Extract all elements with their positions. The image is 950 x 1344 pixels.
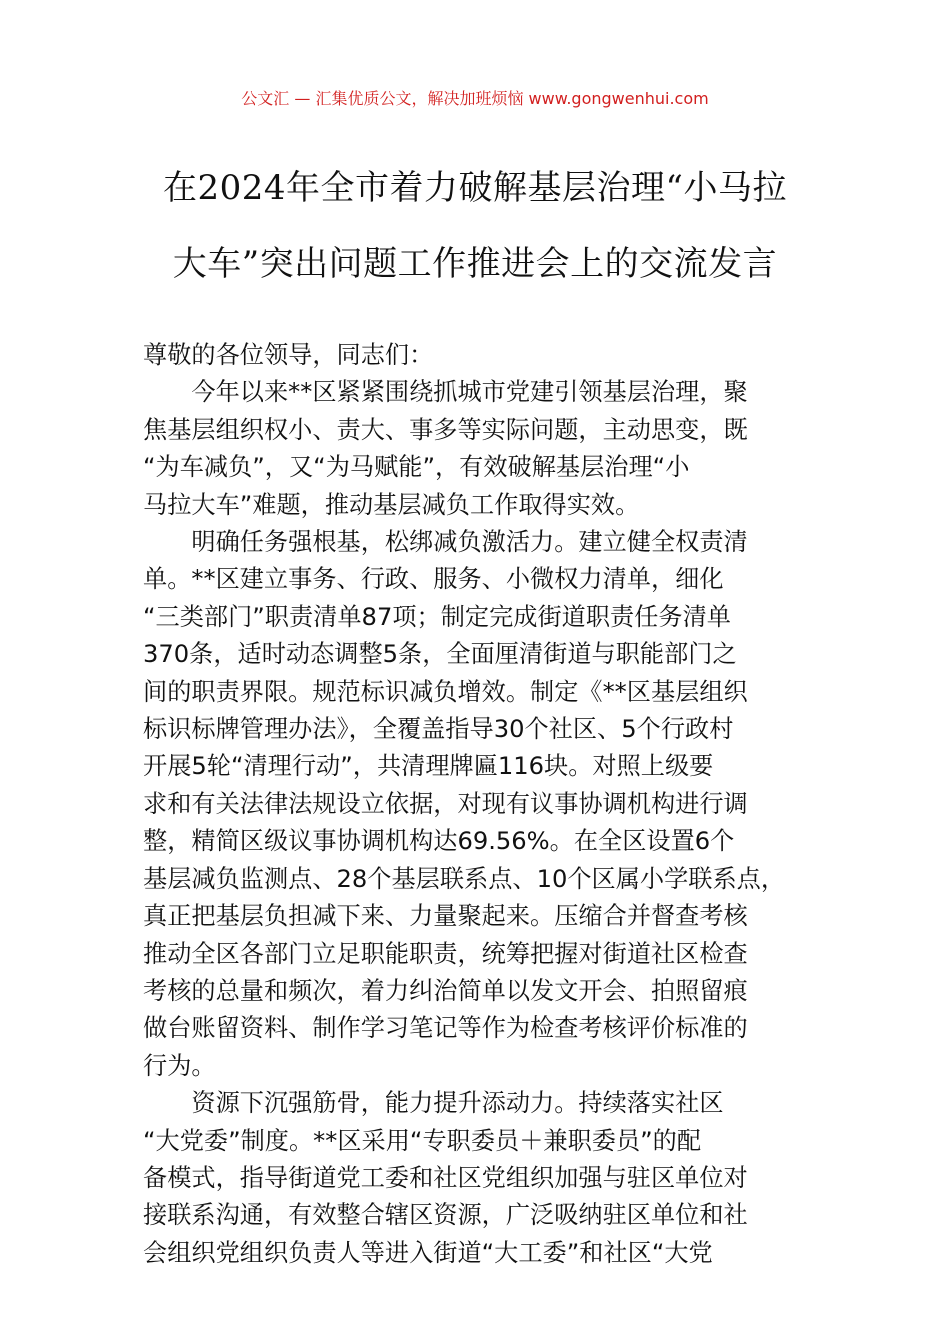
paragraph-line: 备模式，指导街道党工委和社区党组织加强与驻区单位对: [143, 1163, 748, 1192]
paragraph-line: 行为。: [143, 1051, 216, 1080]
paragraph-line: 推动全区各部门立足职能职责，统筹把握对街道社区检查: [143, 939, 748, 968]
paragraph-2: [143, 524, 833, 1085]
title-line-2: 大车”突出问题工作推进会上的交流发言: [172, 244, 778, 284]
salutation: [143, 337, 833, 374]
paragraph-line: 会组织党组织负责人等进入街道“大工委”和社区“大党: [143, 1238, 713, 1267]
paragraph-line: “三类部门”职责清单87项；制定完成街道职责任务清单: [143, 602, 731, 631]
paragraph-line: 资源下沉强筋骨，能力提升添动力。持续落实社区: [143, 1089, 724, 1118]
title-line-1: 在2024年全市着力破解基层治理“小马拉: [163, 168, 787, 208]
paragraph-line: 间的职责界限。规范标识减负增效。制定《**区基层组织: [143, 677, 748, 706]
paragraph-line: 马拉大车”难题，推动基层减负工作取得实效。: [143, 490, 640, 519]
site-header-banner: 公文汇 — 汇集优质公文，解决加班烦恼 www.gongwenhui.com: [241, 89, 709, 108]
document-title: [110, 150, 840, 302]
paragraph-line: “为车减负”，又“为马赋能”，有效破解基层治理“小: [143, 453, 690, 482]
paragraph-line: 整，精简区级议事协调机构达69.56%。在全区设置6个: [143, 827, 735, 856]
paragraph-line: 370条，适时动态调整5条，全面厘清街道与职能部门之: [143, 640, 737, 669]
paragraph-line: 真正把基层负担减下来、力量聚起来。压缩合并督查考核: [143, 902, 748, 931]
paragraph-line: 开展5轮“清理行动”，共清理牌匾116块。对照上级要: [143, 752, 714, 781]
paragraph-line: 基层减负监测点、28个基层联系点、10个区属小学联系点，: [143, 864, 786, 893]
paragraph-line: 考核的总量和频次，着力纠治简单以发文开会、拍照留痕: [143, 976, 748, 1005]
paragraph-line: 接联系沟通，有效整合辖区资源，广泛吸纳驻区单位和社: [143, 1201, 748, 1230]
paragraph-line: 求和有关法律法规设立依据，对现有议事协调机构进行调: [143, 789, 748, 818]
paragraph-3: [143, 1085, 833, 1272]
paragraph-1: [143, 374, 833, 524]
document-body: [143, 337, 833, 1272]
salutation-text: 尊敬的各位领导，同志们：: [143, 341, 434, 369]
paragraph-line: 标识标牌管理办法》，全覆盖指导30个社区、5个行政村: [143, 715, 734, 744]
paragraph-line: 做台账留资料、制作学习笔记等作为检查考核评价标准的: [143, 1014, 748, 1043]
paragraph-line: “大党委”制度。**区采用“专职委员＋兼职委员”的配: [143, 1126, 702, 1155]
paragraph-line: 单。**区建立事务、行政、服务、小微权力清单，细化: [143, 565, 724, 594]
paragraph-line: 今年以来**区紧紧围绕抓城市党建引领基层治理，聚: [143, 378, 748, 407]
paragraph-line: 焦基层组织权小、责大、事多等实际问题，主动思变，既: [143, 415, 748, 444]
paragraph-line: 明确任务强根基，松绑减负激活力。建立健全权责清: [143, 528, 748, 557]
